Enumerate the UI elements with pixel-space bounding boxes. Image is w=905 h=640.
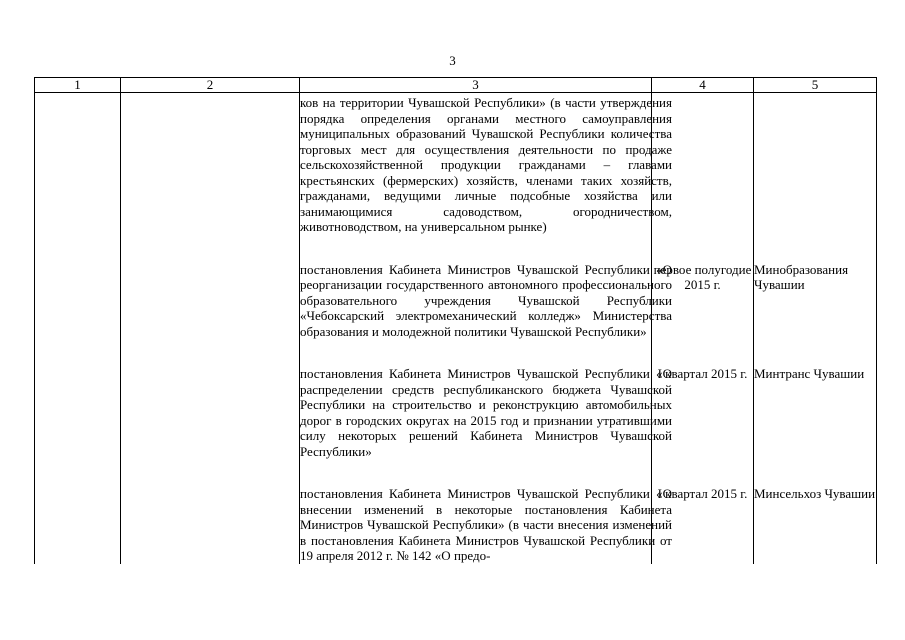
column-number-header [35, 78, 877, 93]
table-row [35, 93, 877, 235]
column-header-2: 2 [121, 78, 300, 93]
term-cell: I квартал 2015 г. [652, 366, 754, 459]
column-header-5: 5 [754, 78, 877, 93]
document-title-cell [300, 486, 672, 564]
term-cell: первое полугодие 2015 г. [652, 262, 754, 340]
plan-table [34, 77, 877, 564]
column-header-4: 4 [652, 78, 754, 93]
document-title: постановления Кабинета Министров Чувашской Республики «О распределении средств республиканского бюджета Чувашской Республики на строительство и реконструкцию автомобильных дорог в городских округах на 2015 год и признании утратившими силу некоторых решений Кабинета Министров Чувашской Республики» [300, 366, 672, 459]
table-row [35, 366, 877, 459]
term-cell: I квартал 2015 г. [652, 486, 754, 564]
document-title-cell [300, 93, 672, 235]
document-title: ков на территории Чувашской Республики» (в части утверждения порядка определения органами местного самоуправления муниципальных образований Чувашской Республики количества торговых мест для осуществления деятельности по продаже сельскохозяйственной продукции гражданами – главами крестьянских (фермерских) хозяйств, членами таких хозяйств, гражданами, ведущими личные подсобные хозяйства или занимающимися садоводством, огородничеством, животноводством, на универсальном рынке) [300, 95, 672, 234]
document-title-cell [300, 366, 672, 459]
table-row [35, 486, 877, 564]
executor-cell: Минтранс Чувашии [754, 366, 877, 459]
page-number: 3 [449, 53, 456, 68]
document-title-cell [300, 261, 672, 340]
column-header-1: 1 [35, 78, 121, 93]
executor-cell: Минсельхоз Чувашии [754, 486, 877, 564]
executor-cell: Минобразования Чувашии [754, 262, 877, 340]
table-row [35, 262, 877, 340]
document-title: постановления Кабинета Министров Чувашской Республики «О реорганизации государственного автономного профессионального образовательного учреждения Чувашской Республики «Чебоксарский электромеханический колледж» Министерства образования и молодежной политики Чувашской Республики» [300, 261, 672, 339]
document-title: постановления Кабинета Министров Чувашской Республики «О внесении изменений в некоторые постановления Кабинета Министров Чувашской Республики» (в части внесения изменений в постановления Кабинета Министров Чувашской Республики от 19 апреля 2012 г. № 142 «О предо- [300, 486, 672, 563]
executor-cell [754, 93, 877, 235]
column-header-3: 3 [300, 78, 652, 93]
